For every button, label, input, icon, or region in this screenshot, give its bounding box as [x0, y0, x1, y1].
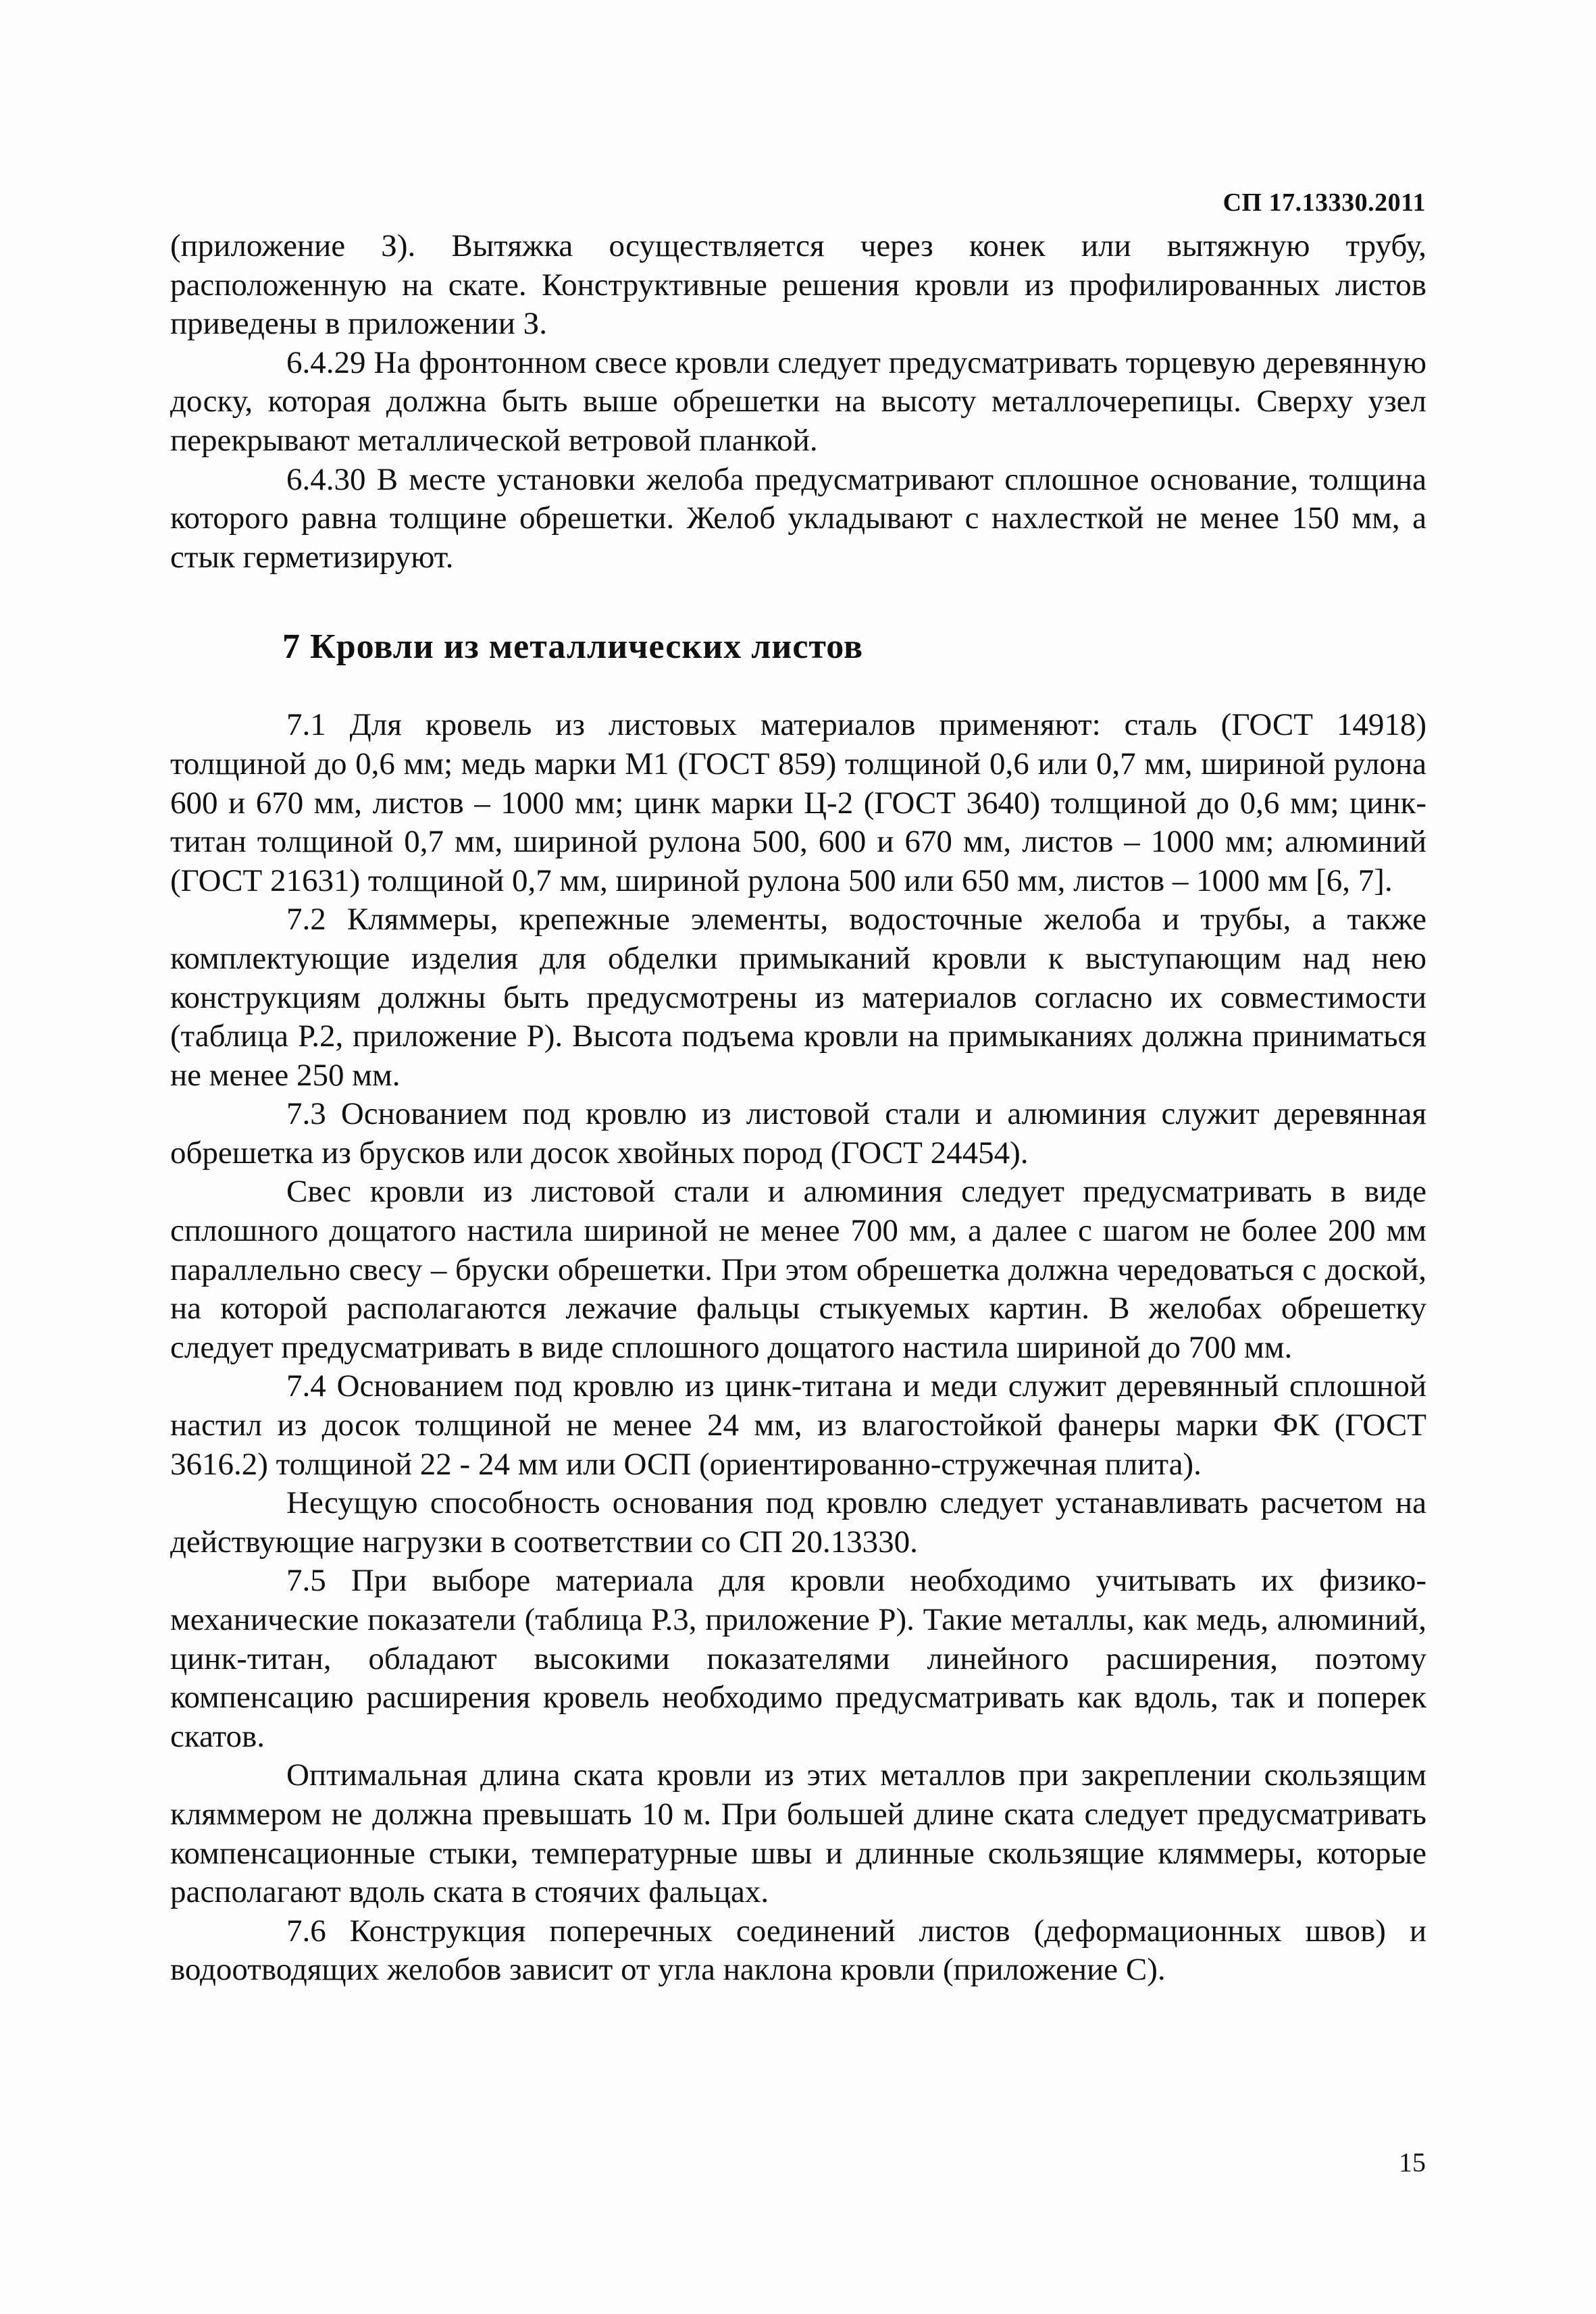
paragraph-7-5: 7.5 При выборе материала для кровли необходимо учитывать их физико-механические показатели (таблица Р.3, приложение Р). Такие металлы, как медь, алюминий, цинк-титан, обладают высокими показателями линейного расширения, поэтому компенсацию расширения кровель необходимо предусматривать как вдоль, так и поперек скатов.	[170, 1563, 1426, 1754]
paragraph-7-5-length: Оптимальная длина ската кровли из этих металлов при закреплении скользящим кляммером не должна превышать 10 м. При большей длине ската следует предусматривать компенсационные стыки, температурные швы и длинные скользящие кляммеры, которые располагают вдоль ската в стоячих фальцах.	[170, 1757, 1426, 1910]
paragraph-7-3-overhang: Свес кровли из листовой стали и алюминия следует предусматривать в виде сплошного дощатого настила шириной не менее 700 мм, а далее с шагом не более 200 мм параллельно свесу – бруски обрешетки. При этом обрешетка должна чередоваться с доской, на которой располагаются лежачие фальцы стыкуемых картин. В желобах обрешетку следует предусматривать в виде сплошного дощатого настила шириной до 700 мм.	[170, 1174, 1426, 1365]
page-number: 15	[1399, 2147, 1426, 2178]
section-heading: 7 Кровли из металлических листов	[282, 627, 864, 667]
paragraph-7-2: 7.2 Кляммеры, крепежные элементы, водосточные желоба и трубы, а также комплектующие изделия для обделки примыканий кровли к выступающим над нею конструкциям должны быть предусмотрены из материалов согласно их совместимости (таблица Р.2, приложение Р). Высота подъема кровли на примыканиях должна приниматься не менее 250 мм.	[170, 902, 1426, 1093]
paragraph-7-3: 7.3 Основанием под кровлю из листовой стали и алюминия служит деревянная обрешетка из брусков или досок хвойных пород (ГОСТ 24454).	[170, 1096, 1426, 1171]
paragraph-6-4-29: 6.4.29 На фронтонном свесе кровли следует предусматривать торцевую деревянную доску, которая должна быть выше обрешетки на высоту металлочерепицы. Сверху узел перекрывают металлической ветровой планкой.	[170, 344, 1426, 458]
paragraph-7-4-bearing: Несущую способность основания под кровлю следует устанавливать расчетом на действующие нагрузки в соответствии со СП 20.13330.	[170, 1485, 1426, 1560]
document-body	[170, 227, 1426, 1990]
paragraph-6-4-30: 6.4.30 В месте установки желоба предусматривают сплошное основание, толщина которого равна толщине обрешетки. Желоб укладывают с нахлесткой не менее 150 мм, а стык герметизируют.	[170, 461, 1426, 575]
document-code-header: СП 17.13330.2011	[1222, 188, 1426, 217]
paragraph-continuation: (приложение З). Вытяжка осуществляется через конек или вытяжную трубу, расположенную на скате. Конструктивные решения кровли из профилированных листов приведены в приложении З.	[170, 228, 1426, 342]
paragraph-7-1: 7.1 Для кровель из листовых материалов применяют: сталь (ГОСТ 14918) толщиной до 0,6 мм; медь марки М1 (ГОСТ 859) толщиной 0,6 или 0,7 мм, шириной рулона 600 и 670 мм, листов – 1000 мм; цинк марки Ц-2 (ГОСТ 3640) толщиной до 0,6 мм; цинк-титан толщиной 0,7 мм, шириной рулона 500, 600 и 670 мм, листов – 1000 мм; алюминий (ГОСТ 21631) толщиной 0,7 мм, шириной рулона 500 или 650 мм, листов – 1000 мм [6, 7].	[170, 707, 1426, 898]
paragraph-7-6: 7.6 Конструкция поперечных соединений листов (деформационных швов) и водоотводящих желобов зависит от угла наклона кровли (приложение С).	[170, 1913, 1426, 1988]
paragraph-7-4: 7.4 Основанием под кровлю из цинк-титана и меди служит деревянный сплошной настил из досок толщиной не менее 24 мм, из влагостойкой фанеры марки ФК (ГОСТ 3616.2) толщиной 22 - 24 мм или ОСП (ориентированно-стружечная плита).	[170, 1368, 1426, 1482]
